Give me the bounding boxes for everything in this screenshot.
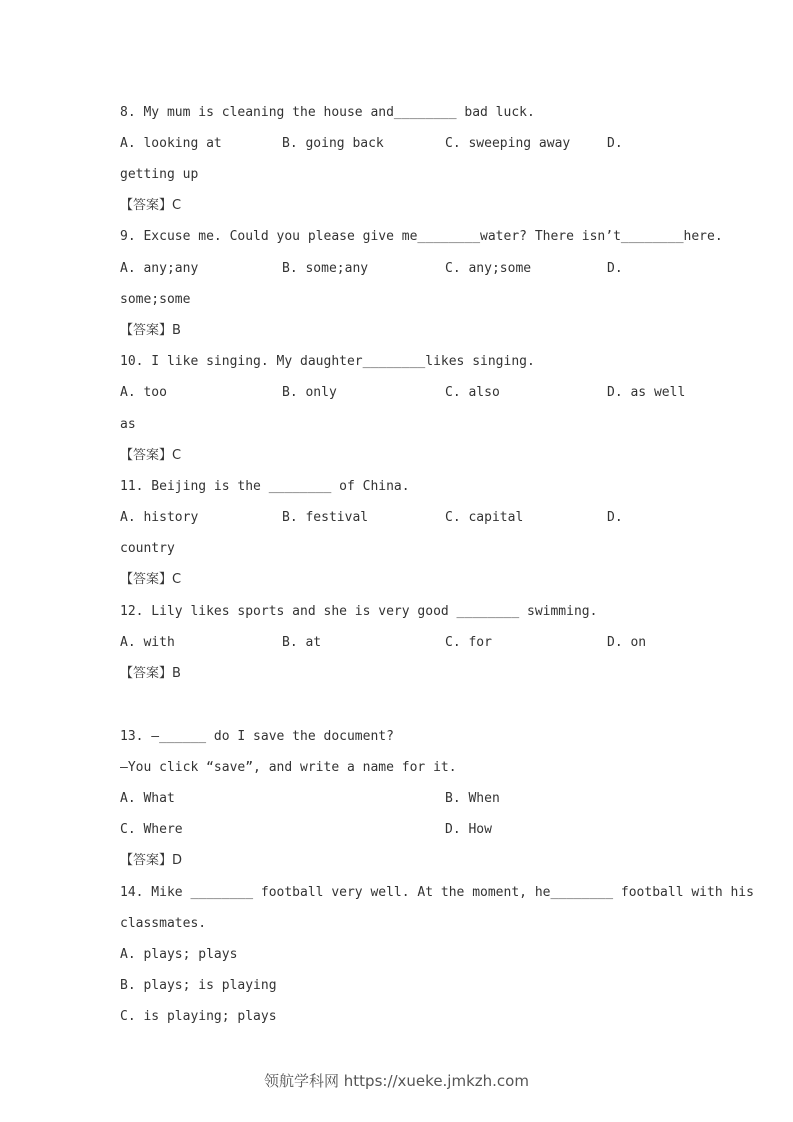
- question-10-option-d: D. as well: [607, 385, 686, 400]
- question-8-option-b: B. going back: [282, 136, 384, 151]
- question-9-option-c: C. any;some: [445, 261, 532, 276]
- question-11-option-a: A. history: [120, 510, 199, 525]
- question-10-option-d-continuation: as: [120, 417, 136, 432]
- question-11-option-c: C. capital: [445, 510, 524, 525]
- question-13-option-c: C. Where: [120, 822, 183, 837]
- question-11-stem: 11. Beijing is the ________ of China.: [120, 479, 410, 494]
- question-12-option-b: B. at: [282, 635, 322, 650]
- question-13-option-a: A. What: [120, 791, 175, 806]
- question-14-stem-continuation: classmates.: [120, 916, 207, 931]
- question-10-option-c: C. also: [445, 385, 500, 400]
- question-8-stem: 8. My mum is cleaning the house and________ bad luck.: [120, 105, 535, 120]
- question-8-option-d-continuation: getting up: [120, 167, 199, 182]
- question-13-reply: —You click “save”, and write a name for it.: [120, 760, 457, 775]
- question-10-option-b: B. only: [282, 385, 337, 400]
- question-10-answer: 【答案】C: [120, 448, 182, 463]
- question-12-option-c: C. for: [445, 635, 492, 650]
- question-11-option-d: D.: [607, 510, 623, 525]
- question-9-option-d-continuation: some;some: [120, 292, 191, 307]
- page-footer: 领航学科网 https://xueke.jmkzh.com: [264, 1072, 529, 1090]
- question-9-stem: 9. Excuse me. Could you please give me________water? There isn’t________here.: [120, 229, 723, 244]
- question-11-option-b: B. festival: [282, 510, 369, 525]
- question-11-option-d-continuation: country: [120, 541, 175, 556]
- question-8-option-a: A. looking at: [120, 136, 222, 151]
- question-13-option-d: D. How: [445, 822, 492, 837]
- question-9-option-a: A. any;any: [120, 261, 199, 276]
- question-9-option-d: D.: [607, 261, 623, 276]
- question-12-stem: 12. Lily likes sports and she is very good ________ swimming.: [120, 604, 598, 619]
- question-9-option-b: B. some;any: [282, 261, 369, 276]
- question-13-stem: 13. —______ do I save the document?: [120, 729, 394, 744]
- question-9-answer: 【答案】B: [120, 323, 181, 338]
- question-12-option-a: A. with: [120, 635, 175, 650]
- question-14-option-a: A. plays; plays: [120, 947, 238, 962]
- question-14-option-b: B. plays; is playing: [120, 978, 277, 993]
- question-12-option-d: D. on: [607, 635, 647, 650]
- question-14-option-c: C. is playing; plays: [120, 1009, 277, 1024]
- question-10-option-a: A. too: [120, 385, 167, 400]
- question-8-option-c: C. sweeping away: [445, 136, 571, 151]
- question-14-stem: 14. Mike ________ football very well. At the moment, he________ football with his: [120, 885, 754, 900]
- question-10-stem: 10. I like singing. My daughter________likes singing.: [120, 354, 535, 369]
- question-13-answer: 【答案】D: [120, 853, 183, 868]
- question-11-answer: 【答案】C: [120, 572, 182, 587]
- question-13-option-b: B. When: [445, 791, 500, 806]
- question-8-option-d: D.: [607, 136, 623, 151]
- question-8-answer: 【答案】C: [120, 198, 182, 213]
- question-12-answer: 【答案】B: [120, 666, 181, 681]
